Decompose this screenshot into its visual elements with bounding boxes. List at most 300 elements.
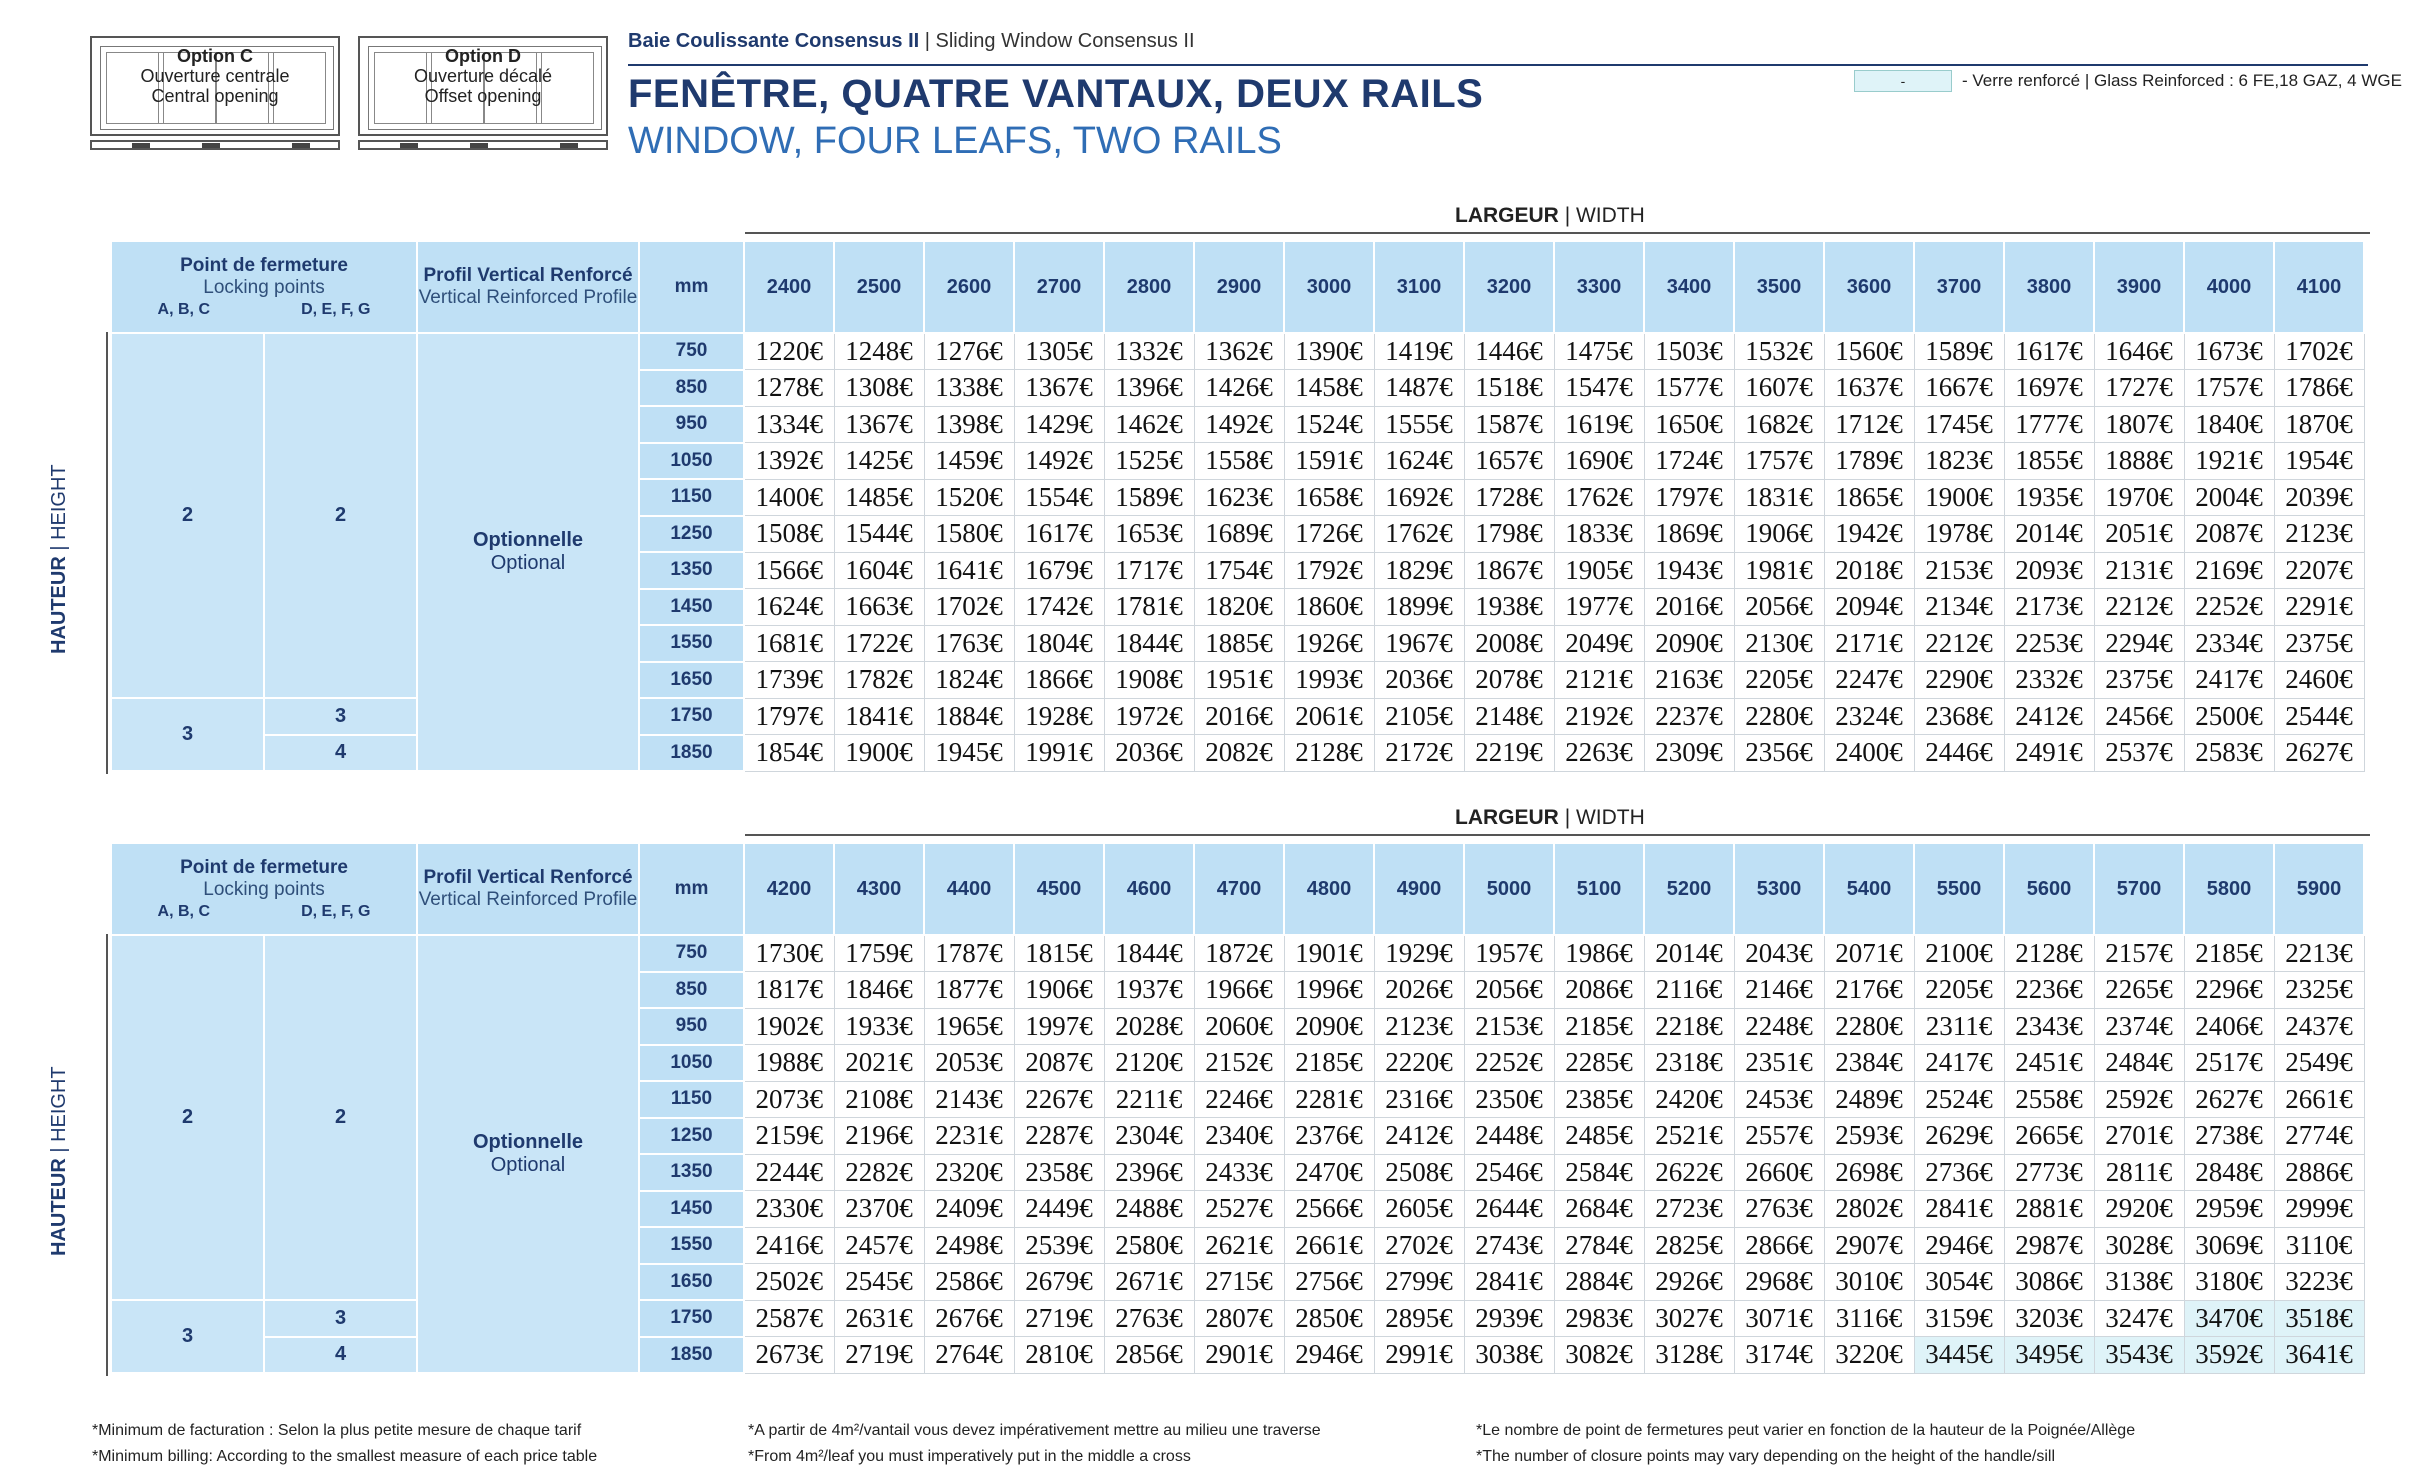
price-cell: 2246€: [1194, 1081, 1284, 1118]
price-cell: 1619€: [1554, 406, 1644, 443]
price-cell: 1928€: [1014, 698, 1104, 735]
price-cell: 1724€: [1644, 443, 1734, 480]
option-d-label: Option D Ouverture décalé Offset opening: [413, 46, 553, 106]
price-cell: 1334€: [744, 406, 834, 443]
price-cell: 2090€: [1644, 625, 1734, 662]
price-cell: 1623€: [1194, 479, 1284, 516]
price-cell: 2172€: [1374, 735, 1464, 772]
price-cell: 2991€: [1374, 1337, 1464, 1374]
price-cell: 1459€: [924, 443, 1014, 480]
price-cell: 2332€: [2004, 662, 2094, 699]
price-cell: 2451€: [2004, 1045, 2094, 1082]
price-cell: 2500€: [2184, 698, 2274, 735]
price-cell: 2220€: [1374, 1045, 1464, 1082]
price-cell: 2108€: [834, 1081, 924, 1118]
price-cell: 1525€: [1104, 443, 1194, 480]
price-cell: 2320€: [924, 1154, 1014, 1191]
price-cell: 1658€: [1284, 479, 1374, 516]
price-cell: 2134€: [1914, 589, 2004, 626]
price-cell: 2051€: [2094, 516, 2184, 553]
price-cell: 2014€: [2004, 516, 2094, 553]
price-cell: 1730€: [744, 935, 834, 972]
price-cell: 1690€: [1554, 443, 1644, 480]
price-cell: 1921€: [2184, 443, 2274, 480]
price-cell: 2558€: [2004, 1081, 2094, 1118]
price-cell: 1589€: [1914, 333, 2004, 370]
price-cell: 2146€: [1734, 972, 1824, 1009]
price-cell: 3138€: [2094, 1264, 2184, 1301]
price-cell: 2502€: [744, 1264, 834, 1301]
width-header: 5200: [1644, 843, 1734, 935]
price-table-2: [48, 806, 2370, 1376]
price-cell: 2071€: [1824, 935, 1914, 972]
price-cell: 1978€: [1914, 516, 2004, 553]
width-header: 4900: [1374, 843, 1464, 935]
price-cell: 1692€: [1374, 479, 1464, 516]
price-cell: 3038€: [1464, 1337, 1554, 1374]
price-cell: 1900€: [834, 735, 924, 772]
price-cell: 2456€: [2094, 698, 2184, 735]
price-cell: 2719€: [834, 1337, 924, 1374]
price-cell: 1885€: [1194, 625, 1284, 662]
price-cell: 1786€: [2274, 370, 2364, 407]
price-cell: 1846€: [834, 972, 924, 1009]
price-cell: 1926€: [1284, 625, 1374, 662]
price-cell: 2622€: [1644, 1154, 1734, 1191]
price-cell: 2053€: [924, 1045, 1014, 1082]
price-cell: 1682€: [1734, 406, 1824, 443]
height-cell: 1550: [639, 625, 744, 662]
width-header: 3000: [1284, 241, 1374, 333]
price-cell: 1967€: [1374, 625, 1464, 662]
width-axis-label: LARGEUR | WIDTH: [1455, 204, 1645, 227]
price-cell: 2028€: [1104, 1008, 1194, 1045]
price-cell: 2841€: [1464, 1264, 1554, 1301]
price-cell: 2123€: [2274, 516, 2364, 553]
price-cell: 1954€: [2274, 443, 2364, 480]
profile-optional: Optionnelle Optional: [417, 935, 639, 1373]
width-header: 3100: [1374, 241, 1464, 333]
price-cell: 2489€: [1824, 1081, 1914, 1118]
price-cell: 1957€: [1464, 935, 1554, 972]
price-cell: 1617€: [1014, 516, 1104, 553]
price-cell: 1840€: [2184, 406, 2274, 443]
price-cell: 2498€: [924, 1227, 1014, 1264]
price-cell: 2016€: [1194, 698, 1284, 735]
price-cell: 2290€: [1914, 662, 2004, 699]
price-cell: 2676€: [924, 1300, 1014, 1337]
price-cell: 3203€: [2004, 1300, 2094, 1337]
price-cell: 2056€: [1734, 589, 1824, 626]
price-cell: 1607€: [1734, 370, 1824, 407]
price-cell: 2886€: [2274, 1154, 2364, 1191]
price-cell: 2350€: [1464, 1081, 1554, 1118]
price-cell: 2267€: [1014, 1081, 1104, 1118]
price-cell: 1679€: [1014, 552, 1104, 589]
price-cell: 2263€: [1554, 735, 1644, 772]
price-cell: 1587€: [1464, 406, 1554, 443]
price-cell: 3027€: [1644, 1300, 1734, 1337]
width-header: 4800: [1284, 843, 1374, 935]
price-cell: 3054€: [1914, 1264, 2004, 1301]
price-cell: 2169€: [2184, 552, 2274, 589]
price-cell: 1831€: [1734, 479, 1824, 516]
price-cell: 2185€: [1554, 1008, 1644, 1045]
price-cell: 1938€: [1464, 589, 1554, 626]
price-cell: 2866€: [1734, 1227, 1824, 1264]
price-cell: 1396€: [1104, 370, 1194, 407]
price-cell: 3592€: [2184, 1337, 2274, 1374]
profile-optional: Optionnelle Optional: [417, 333, 639, 771]
price-cell: 2412€: [2004, 698, 2094, 735]
price-cell: 1475€: [1554, 333, 1644, 370]
price-cell: 1717€: [1104, 552, 1194, 589]
price-cell: 2093€: [2004, 552, 2094, 589]
price-cell: 1906€: [1014, 972, 1104, 1009]
price-cell: 1860€: [1284, 589, 1374, 626]
price-cell: 2673€: [744, 1337, 834, 1374]
price-cell: 2131€: [2094, 552, 2184, 589]
price-cell: 2171€: [1824, 625, 1914, 662]
price-cell: 2351€: [1734, 1045, 1824, 1082]
price-cell: 2265€: [2094, 972, 2184, 1009]
width-header: 3500: [1734, 241, 1824, 333]
price-cell: 2420€: [1644, 1081, 1734, 1118]
price-cell: 2237€: [1644, 698, 1734, 735]
width-header: 3400: [1644, 241, 1734, 333]
price-cell: 1757€: [1734, 443, 1824, 480]
footnote-billing: *Minimum de facturation : Selon la plus petite mesure de chaque tarif *Minimum billing: According to the smallest measure of each price table: [92, 1422, 598, 1465]
price-cell: 2756€: [1284, 1264, 1374, 1301]
height-axis-label: HAUTEUR | HEIGHT: [48, 464, 70, 654]
price-cell: 2959€: [2184, 1191, 2274, 1228]
price-cell: 1398€: [924, 406, 1014, 443]
price-cell: 2105€: [1374, 698, 1464, 735]
price-cell: 1547€: [1554, 370, 1644, 407]
footnote-cross: *A partir de 4m²/vantail vous devez impérativement mettre au milieu une traverse *From 4m²/leaf you must imperatively put in the middle a cross: [748, 1422, 1321, 1465]
price-cell: 1854€: [744, 735, 834, 772]
height-cell: 1650: [639, 662, 744, 699]
price-cell: 2043€: [1734, 935, 1824, 972]
price-cell: 1754€: [1194, 552, 1284, 589]
price-cell: 2061€: [1284, 698, 1374, 735]
price-cell: 1888€: [2094, 443, 2184, 480]
width-header: 4100: [2274, 241, 2364, 333]
price-cell: 3223€: [2274, 1264, 2364, 1301]
price-cell: 3086€: [2004, 1264, 2094, 1301]
price-cell: 1996€: [1284, 972, 1374, 1009]
price-cell: 2087€: [1014, 1045, 1104, 1082]
price-cell: 3082€: [1554, 1337, 1644, 1374]
price-cell: 2881€: [2004, 1191, 2094, 1228]
price-cell: 2433€: [1194, 1154, 1284, 1191]
price-cell: 3069€: [2184, 1227, 2274, 1264]
price-cell: 1604€: [834, 552, 924, 589]
price-cell: 2825€: [1644, 1227, 1734, 1264]
price-cell: 2448€: [1464, 1118, 1554, 1155]
price-cell: 2282€: [834, 1154, 924, 1191]
price-cell: 2036€: [1374, 662, 1464, 699]
price-cell: 2987€: [2004, 1227, 2094, 1264]
height-cell: 1450: [639, 589, 744, 626]
price-cell: 3220€: [1824, 1337, 1914, 1374]
price-cell: 2605€: [1374, 1191, 1464, 1228]
price-cell: 2416€: [744, 1227, 834, 1264]
price-cell: 1712€: [1824, 406, 1914, 443]
price-cell: 2539€: [1014, 1227, 1104, 1264]
price-cell: 2159€: [744, 1118, 834, 1155]
height-cell: 1750: [639, 698, 744, 735]
price-cell: 2524€: [1914, 1081, 2004, 1118]
price-cell: 1702€: [924, 589, 1014, 626]
price-cell: 2368€: [1914, 698, 2004, 735]
height-cell: 1250: [639, 1118, 744, 1155]
price-cell: 2296€: [2184, 972, 2274, 1009]
price-cell: 3159€: [1914, 1300, 2004, 1337]
price-cell: 2592€: [2094, 1081, 2184, 1118]
price-cell: 1653€: [1104, 516, 1194, 553]
price-cell: 2014€: [1644, 935, 1734, 972]
price-cell: 3470€: [2184, 1300, 2274, 1337]
price-cell: 2157€: [2094, 935, 2184, 972]
price-cell: 1762€: [1554, 479, 1644, 516]
price-cell: 1728€: [1464, 479, 1554, 516]
price-cell: 1400€: [744, 479, 834, 516]
price-cell: 2457€: [834, 1227, 924, 1264]
price-cell: 2449€: [1014, 1191, 1104, 1228]
price-cell: 1966€: [1194, 972, 1284, 1009]
price-cell: 2358€: [1014, 1154, 1104, 1191]
price-cell: 2621€: [1194, 1227, 1284, 1264]
locking-defg: 3: [264, 1300, 417, 1337]
width-header: 4400: [924, 843, 1014, 935]
price-cell: 2999€: [2274, 1191, 2364, 1228]
price-cell: 2231€: [924, 1118, 1014, 1155]
price-cell: 1462€: [1104, 406, 1194, 443]
price-cell: 2661€: [1284, 1227, 1374, 1264]
price-cell: 2384€: [1824, 1045, 1914, 1082]
price-cell: 1972€: [1104, 698, 1194, 735]
price-cell: 1492€: [1194, 406, 1284, 443]
price-cell: 1332€: [1104, 333, 1194, 370]
price-cell: 2356€: [1734, 735, 1824, 772]
price-cell: 1757€: [2184, 370, 2274, 407]
price-cell: 2557€: [1734, 1118, 1824, 1155]
price-cell: 1554€: [1014, 479, 1104, 516]
price-cell: 1739€: [744, 662, 834, 699]
price-cell: 2036€: [1104, 735, 1194, 772]
price-cell: 1520€: [924, 479, 1014, 516]
locking-defg: 4: [264, 1337, 417, 1374]
price-cell: 1762€: [1374, 516, 1464, 553]
price-cell: 2192€: [1554, 698, 1644, 735]
width-header: 2700: [1014, 241, 1104, 333]
price-cell: 1797€: [1644, 479, 1734, 516]
price-cell: 3010€: [1824, 1264, 1914, 1301]
height-cell: 1850: [639, 735, 744, 772]
height-cell: 1150: [639, 1081, 744, 1118]
price-cell: 2123€: [1374, 1008, 1464, 1045]
price-cell: 2417€: [2184, 662, 2274, 699]
price-cell: 2627€: [2184, 1081, 2274, 1118]
price-cell: 1425€: [834, 443, 924, 480]
price-cell: 2247€: [1824, 662, 1914, 699]
price-cell: 2920€: [2094, 1191, 2184, 1228]
price-cell: 2196€: [834, 1118, 924, 1155]
price-cell: 1981€: [1734, 552, 1824, 589]
price-cell: 2926€: [1644, 1264, 1734, 1301]
price-cell: 3116€: [1824, 1300, 1914, 1337]
width-header: 2900: [1194, 241, 1284, 333]
profile-header: Profil Vertical Renforcé Vertical Reinforced Profile: [417, 843, 639, 935]
price-cell: 2784€: [1554, 1227, 1644, 1264]
price-cell: 2810€: [1014, 1337, 1104, 1374]
price-cell: 2698€: [1824, 1154, 1914, 1191]
price-cell: 1988€: [744, 1045, 834, 1082]
price-cell: 3110€: [2274, 1227, 2364, 1264]
width-header: 3900: [2094, 241, 2184, 333]
locking-abc: 3: [111, 1300, 264, 1373]
width-header: 5100: [1554, 843, 1644, 935]
price-cell: 2799€: [1374, 1264, 1464, 1301]
price-cell: 1577€: [1644, 370, 1734, 407]
price-cell: 2508€: [1374, 1154, 1464, 1191]
page-subtitle: WINDOW, FOUR LEAFS, TWO RAILS: [628, 120, 1282, 162]
width-header: 4700: [1194, 843, 1284, 935]
price-cell: 2400€: [1824, 735, 1914, 772]
height-cell: 1850: [639, 1337, 744, 1374]
rail: [358, 140, 608, 150]
price-cell: 1390€: [1284, 333, 1374, 370]
height-cell: 1650: [639, 1264, 744, 1301]
price-cell: 1532€: [1734, 333, 1824, 370]
footnote-closure: *Le nombre de point de fermetures peut varier en fonction de la hauteur de la Poignée/Allège *The number of closure points may vary depending on the height of the handle/sill: [1476, 1422, 2136, 1465]
profile-header: Profil Vertical Renforcé Vertical Reinforced Profile: [417, 241, 639, 333]
locking-defg: 2: [264, 333, 417, 698]
price-cell: 2437€: [2274, 1008, 2364, 1045]
price-cell: 1872€: [1194, 935, 1284, 972]
price-cell: 3543€: [2094, 1337, 2184, 1374]
price-cell: 2939€: [1464, 1300, 1554, 1337]
price-cell: 2082€: [1194, 735, 1284, 772]
price-cell: 1844€: [1104, 935, 1194, 972]
width-header: 3700: [1914, 241, 2004, 333]
price-cell: 2128€: [2004, 935, 2094, 972]
width-header: 3300: [1554, 241, 1644, 333]
price-cell: 1824€: [924, 662, 1014, 699]
locking-defg: 4: [264, 735, 417, 772]
locking-defg: 2: [264, 935, 417, 1300]
width-header: 2400: [744, 241, 834, 333]
price-cell: 2086€: [1554, 972, 1644, 1009]
price-cell: 2120€: [1104, 1045, 1194, 1082]
height-cell: 750: [639, 333, 744, 370]
option-d-diagram: [358, 36, 610, 150]
price-cell: 1902€: [744, 1008, 834, 1045]
price-cell: 2343€: [2004, 1008, 2094, 1045]
price-cell: 2764€: [924, 1337, 1014, 1374]
price-cell: 2566€: [1284, 1191, 1374, 1228]
price-cell: 2207€: [2274, 552, 2364, 589]
price-cell: 2370€: [834, 1191, 924, 1228]
price-cell: 1933€: [834, 1008, 924, 1045]
price-cell: 1906€: [1734, 516, 1824, 553]
price-cell: 2763€: [1734, 1191, 1824, 1228]
price-cell: 2946€: [1284, 1337, 1374, 1374]
price-cell: 1789€: [1824, 443, 1914, 480]
price-cell: 1807€: [2094, 406, 2184, 443]
mm-header: mm: [639, 241, 744, 333]
price-cell: 3128€: [1644, 1337, 1734, 1374]
price-cell: 1951€: [1194, 662, 1284, 699]
price-cell: 2280€: [1824, 1008, 1914, 1045]
price-cell: 2743€: [1464, 1227, 1554, 1264]
width-header: 5300: [1734, 843, 1824, 935]
price-cell: 2324€: [1824, 698, 1914, 735]
price-cell: 2841€: [1914, 1191, 2004, 1228]
price-cell: 1763€: [924, 625, 1014, 662]
price-cell: 2021€: [834, 1045, 924, 1082]
price-cell: 2330€: [744, 1191, 834, 1228]
price-cell: 1900€: [1914, 479, 2004, 516]
price-cell: 1937€: [1104, 972, 1194, 1009]
price-cell: 1742€: [1014, 589, 1104, 626]
price-cell: 2280€: [1734, 698, 1824, 735]
price-cell: 2736€: [1914, 1154, 2004, 1191]
legend-text: - Verre renforcé | Glass Reinforced : 6 FE,18 GAZ, 4 WGE: [1962, 71, 2402, 90]
price-cell: 1899€: [1374, 589, 1464, 626]
price-cell: 2773€: [2004, 1154, 2094, 1191]
width-header: 4600: [1104, 843, 1194, 935]
price-cell: 2491€: [2004, 735, 2094, 772]
price-cell: 1617€: [2004, 333, 2094, 370]
price-cell: 2627€: [2274, 735, 2364, 772]
price-cell: 1905€: [1554, 552, 1644, 589]
price-cell: 2128€: [1284, 735, 1374, 772]
price-cell: 2375€: [2274, 625, 2364, 662]
height-cell: 1250: [639, 516, 744, 553]
price-cell: 2546€: [1464, 1154, 1554, 1191]
price-cell: 2409€: [924, 1191, 1014, 1228]
price-cell: 1745€: [1914, 406, 2004, 443]
price-cell: 2049€: [1554, 625, 1644, 662]
price-cell: 2016€: [1644, 589, 1734, 626]
price-cell: 1697€: [2004, 370, 2094, 407]
price-table-1: [48, 204, 2370, 774]
price-cell: 2545€: [834, 1264, 924, 1301]
price-cell: 1560€: [1824, 333, 1914, 370]
price-cell: 1367€: [1014, 370, 1104, 407]
width-axis-label: LARGEUR | WIDTH: [1455, 806, 1645, 829]
price-cell: 2983€: [1554, 1300, 1644, 1337]
price-cell: 1637€: [1824, 370, 1914, 407]
price-cell: 1308€: [834, 370, 924, 407]
price-cell: 2018€: [1824, 552, 1914, 589]
price-cell: 1362€: [1194, 333, 1284, 370]
price-cell: 1650€: [1644, 406, 1734, 443]
price-cell: 2004€: [2184, 479, 2274, 516]
height-cell: 1350: [639, 1154, 744, 1191]
price-cell: 1820€: [1194, 589, 1284, 626]
price-cell: 2374€: [2094, 1008, 2184, 1045]
price-cell: 1419€: [1374, 333, 1464, 370]
price-cell: 1777€: [2004, 406, 2094, 443]
price-cell: 3174€: [1734, 1337, 1824, 1374]
height-cell: 1750: [639, 1300, 744, 1337]
price-cell: 1867€: [1464, 552, 1554, 589]
price-cell: 2253€: [2004, 625, 2094, 662]
price-cell: 3495€: [2004, 1337, 2094, 1374]
